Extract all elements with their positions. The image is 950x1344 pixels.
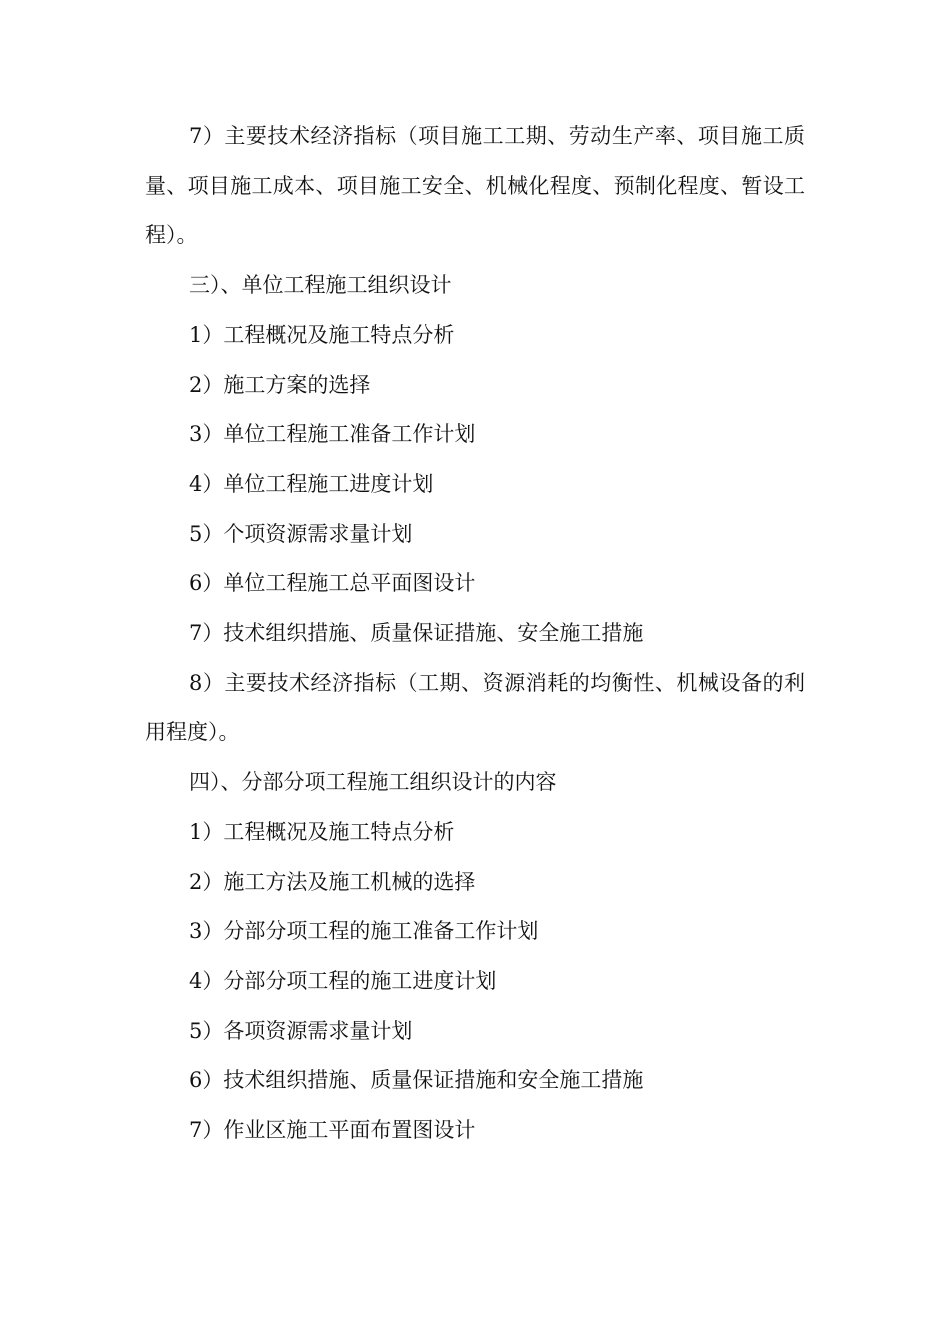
list-item: 8）主要技术经济指标（工期、资源消耗的均衡性、机械设备的利用程度）。 <box>145 670 805 745</box>
document-body <box>145 112 805 1156</box>
list-item: 5）个项资源需求量计划 <box>189 521 413 546</box>
list-item: 5）各项资源需求量计划 <box>189 1018 413 1043</box>
list-item: 1）工程概况及施工特点分析 <box>189 819 455 844</box>
list-item: 2）施工方法及施工机械的选择 <box>189 869 476 894</box>
list-item: 7）作业区施工平面布置图设计 <box>189 1118 476 1143</box>
list-item: 4）分部分项工程的施工进度计划 <box>189 968 497 993</box>
list-item: 1）工程概况及施工特点分析 <box>189 322 455 347</box>
list-item: 6）单位工程施工总平面图设计 <box>189 571 476 596</box>
list-item: 6）技术组织措施、质量保证措施和安全施工措施 <box>189 1068 644 1093</box>
list-item: 3）单位工程施工准备工作计划 <box>189 422 476 447</box>
list-item: 3）分部分项工程的施工准备工作计划 <box>189 919 539 944</box>
section-heading-unit-project: 三）、单位工程施工组织设计 <box>189 273 452 298</box>
list-item: 2）施工方案的选择 <box>189 372 371 397</box>
section-heading-subdivision: 四）、分部分项工程施工组织设计的内容 <box>189 770 557 795</box>
list-item: 4）单位工程施工进度计划 <box>189 471 434 496</box>
list-item: 7）技术组织措施、质量保证措施、安全施工措施 <box>189 621 644 646</box>
paragraph-indicators-7: 7）主要技术经济指标（项目施工工期、劳动生产率、项目施工质量、项目施工成本、项目施工安全、机械化程度、预制化程度、暂设工程）。 <box>145 124 805 248</box>
